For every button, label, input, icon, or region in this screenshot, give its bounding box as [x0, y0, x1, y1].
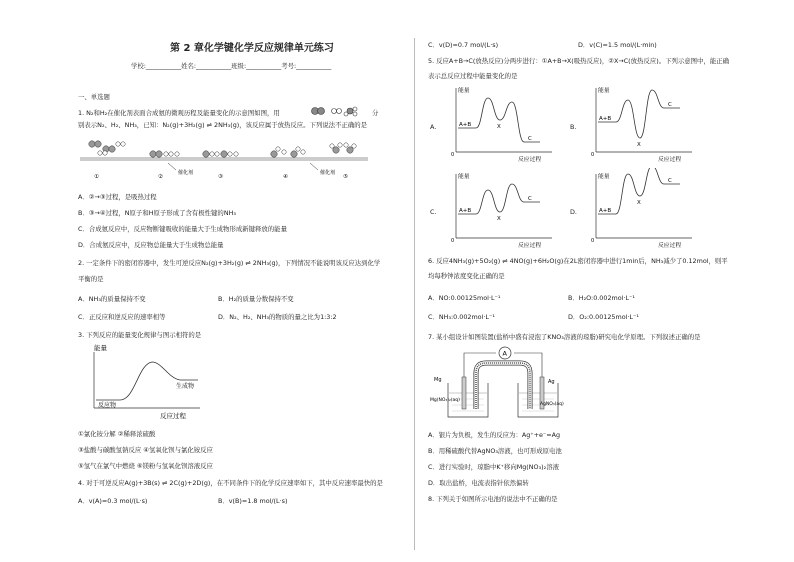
energy-curve	[598, 90, 680, 138]
q7-option-c: C．进行实验时，琼脂中K⁺移向Mg(NO₃)₂溶液	[428, 463, 559, 471]
q5-option-d-label: D.	[570, 208, 577, 216]
q5-option-d-diagram	[584, 168, 694, 250]
header-fields: 学校:___________姓名:___________班级:___________考号:___________	[131, 62, 332, 70]
q1-stem-line1: 1. N₂和H₂在催化剂表面合成氨的微观历程及能量变化的示意图如图，用	[78, 109, 280, 117]
q3-stem: 3. 下列反应的能量变化规律与图示相符的是	[78, 331, 202, 339]
q5-option-b-diagram	[584, 82, 694, 164]
q1-step-1: ①	[94, 174, 99, 180]
ab-level-label: A+B	[599, 208, 612, 214]
q1-option-d: D．合成氨反应中，反应物总能量大于生成物总能量	[78, 241, 224, 249]
q1-micro-process-diagram	[78, 136, 378, 180]
q5-option-c-diagram	[444, 168, 554, 250]
q1-step-4: ④	[283, 174, 288, 180]
q3-energy-diagram	[80, 342, 240, 422]
ab-level-label: A+B	[599, 116, 612, 122]
ab-level-label: A+B	[459, 208, 472, 214]
q4-stem: 4. 对于可逆反应A(g)+3B(s) ⇌ 2C(g)+2D(g)，在不同条件下的化学反应速率如下，其中反应速率最快的是	[78, 479, 383, 487]
q2-stem-line2: 平衡的是	[78, 275, 104, 283]
q7-mg-label: Mg	[434, 377, 442, 383]
left-column	[78, 0, 398, 562]
q7-right-solution: AgNO₃(aq)	[540, 402, 564, 407]
origin-label: 0	[451, 152, 455, 158]
q7-left-solution: Mg(NO₃)₂(aq)	[430, 398, 460, 403]
c-level-label: C	[668, 178, 672, 184]
q7-ammeter-label: A	[502, 349, 507, 358]
page-title: 第 2 章化学键化学反应规律单元练习	[170, 43, 334, 54]
q1-step-2: ②	[158, 174, 163, 180]
x-axis-label: 反应过程	[658, 157, 682, 163]
q5-option-c-label: C.	[430, 208, 437, 216]
c-level-label: C	[528, 196, 532, 202]
q1-option-c: C．合成氨反应中，反应物断键吸收的能量大于生成物形成新键释放的能量	[78, 225, 287, 233]
q4-option-c: C．v(D)=0.7 mol/(L·s)	[428, 41, 499, 49]
x-level-label: X	[637, 200, 641, 206]
q2-option-b: B．H₂的质量分数保持不变	[218, 295, 294, 303]
q6-option-b: B．H₂O:0.002mol·L⁻¹	[568, 294, 635, 302]
q7-ag-label: Ag	[548, 379, 555, 385]
q6-option-c: C．NH₃:0.002mol·L⁻¹	[428, 313, 495, 321]
c-level-label: C	[668, 102, 672, 108]
q7-option-d: D．取出盐桥，电流表指针依然偏转	[428, 479, 529, 487]
q5-stem-line2: 表示总反应过程中能量变化的是	[428, 72, 518, 80]
origin-label: 0	[591, 152, 595, 158]
q6-stem-line1: 6. 反应4NH₃(g)+5O₂(g) ⇌ 4NO(g)+6H₂O(g)在2L密闭容器中进行1min后，NH₃减少了0.12mol，则平	[428, 257, 728, 265]
q7-option-a: A．银片为负极，发生的反应为：Ag⁺+e⁻=Ag	[428, 431, 561, 439]
q1-stem-line2: 别表示N₂、H₂、NH₃，已知：N₂(g)+3H₂(g) ⇌ 2NH₃(g)，该反应属于放热反应。下列说法不正确的是	[78, 121, 368, 129]
q4-option-d: D．v(C)=1.5 mol/(L·min)	[578, 41, 657, 49]
q7-option-b: B．用稀硫酸代替AgNO₃溶液，也可形成原电池	[428, 447, 562, 455]
x-axis-label: 反应过程	[518, 243, 542, 249]
q1-option-a: A．②→③过程，是吸热过程	[78, 193, 157, 201]
q3-reactant-label: 反应物	[98, 402, 117, 409]
q6-stem-line2: 均每秒钟浓度变化正确的是	[428, 272, 505, 280]
q2-stem-line1: 2. 一定条件下的密闭容器中，发生可逆反应N₂(g)+3H₂(g) ⇌ 2NH₃(g)，下列情况不能说明该反应达到化学	[78, 259, 381, 267]
q1-option-b: B．③→④过程，N原子和H原子形成了含有极性键的NH₃	[78, 209, 236, 217]
q8-stem: 8. 下列关于如图所示电池的说法中不正确的是	[428, 495, 558, 503]
q3-option-1: ①氯化铵分解 ②稀释浓硫酸	[78, 430, 156, 438]
q5-option-a-label: A.	[430, 123, 437, 131]
q4-option-b: B．v(B)=1.8 mol/(L·s)	[218, 497, 288, 505]
x-axis-label: 反应过程	[658, 243, 682, 249]
q6-option-d: D．O₂:0.00125mol·L⁻¹	[568, 313, 639, 321]
q6-option-a: A．NO:0.00125mol·L⁻¹	[428, 294, 501, 302]
origin-label: 0	[591, 238, 595, 244]
y-axis-label: 能量	[458, 174, 470, 180]
q1-catalyst-label-2: 催化剂	[320, 170, 336, 176]
y-axis-label: 能量	[598, 174, 610, 180]
q7-stem: 7. 某小组设计如图装置(盐桥中盛有浸泡了KNO₃溶液的琼脂)研究电化学原理。下列叙述正确的是	[428, 333, 701, 341]
q1-stem-tail: 分	[372, 109, 379, 117]
q1-catalyst-label-1: 催化剂	[178, 170, 194, 176]
q5-stem-line1: 5. 反应A+B→C(放热反应)分两步进行：①A+B→X(吸热反应)，②X→C(放热反应)。下列示意图中，能正确	[428, 57, 730, 65]
q4-option-a: A．v(A)=0.3 mol/(L·s)	[78, 497, 148, 505]
x-level-label: X	[497, 216, 501, 222]
q1-step-3: ③	[218, 174, 223, 180]
ab-level-label: A+B	[459, 122, 472, 128]
q5-option-a-diagram	[444, 82, 554, 164]
q2-option-d: D．N₂、H₂、NH₃的物质的量之比为1:3:2	[218, 313, 337, 321]
q1-step-5: ⑤	[343, 174, 348, 180]
molecule-legend-icon	[310, 106, 370, 120]
x-axis-label: 反应过程	[518, 157, 542, 163]
right-column	[428, 0, 768, 562]
origin-label: 0	[451, 238, 455, 244]
section-heading: 一、单选题	[78, 93, 110, 101]
q2-option-c: C．正反应和逆反应的速率相等	[78, 313, 166, 321]
q5-option-b-label: B.	[570, 123, 577, 131]
q3-x-label: 反应过程	[160, 412, 186, 420]
y-axis-label: 能量	[598, 88, 610, 94]
q3-product-label: 生成物	[176, 383, 195, 390]
c-level-label: C	[528, 136, 532, 142]
y-axis-label: 能量	[458, 88, 470, 94]
q3-y-label: 能量	[94, 344, 107, 352]
x-level-label: X	[497, 124, 501, 130]
x-level-label: X	[637, 142, 641, 148]
column-divider	[414, 38, 415, 550]
q7-galvanic-cell-diagram	[430, 343, 580, 423]
q3-option-3: ⑤氢气在氯气中燃烧 ⑥镁粉与氢氧化钡溶液反应	[78, 462, 213, 470]
q3-option-2: ③盐酸与碳酸氢钠反应 ④氢氧化钡与氯化铵反应	[78, 446, 213, 454]
q2-option-a: A．NH₃的质量保持不变	[78, 295, 146, 303]
